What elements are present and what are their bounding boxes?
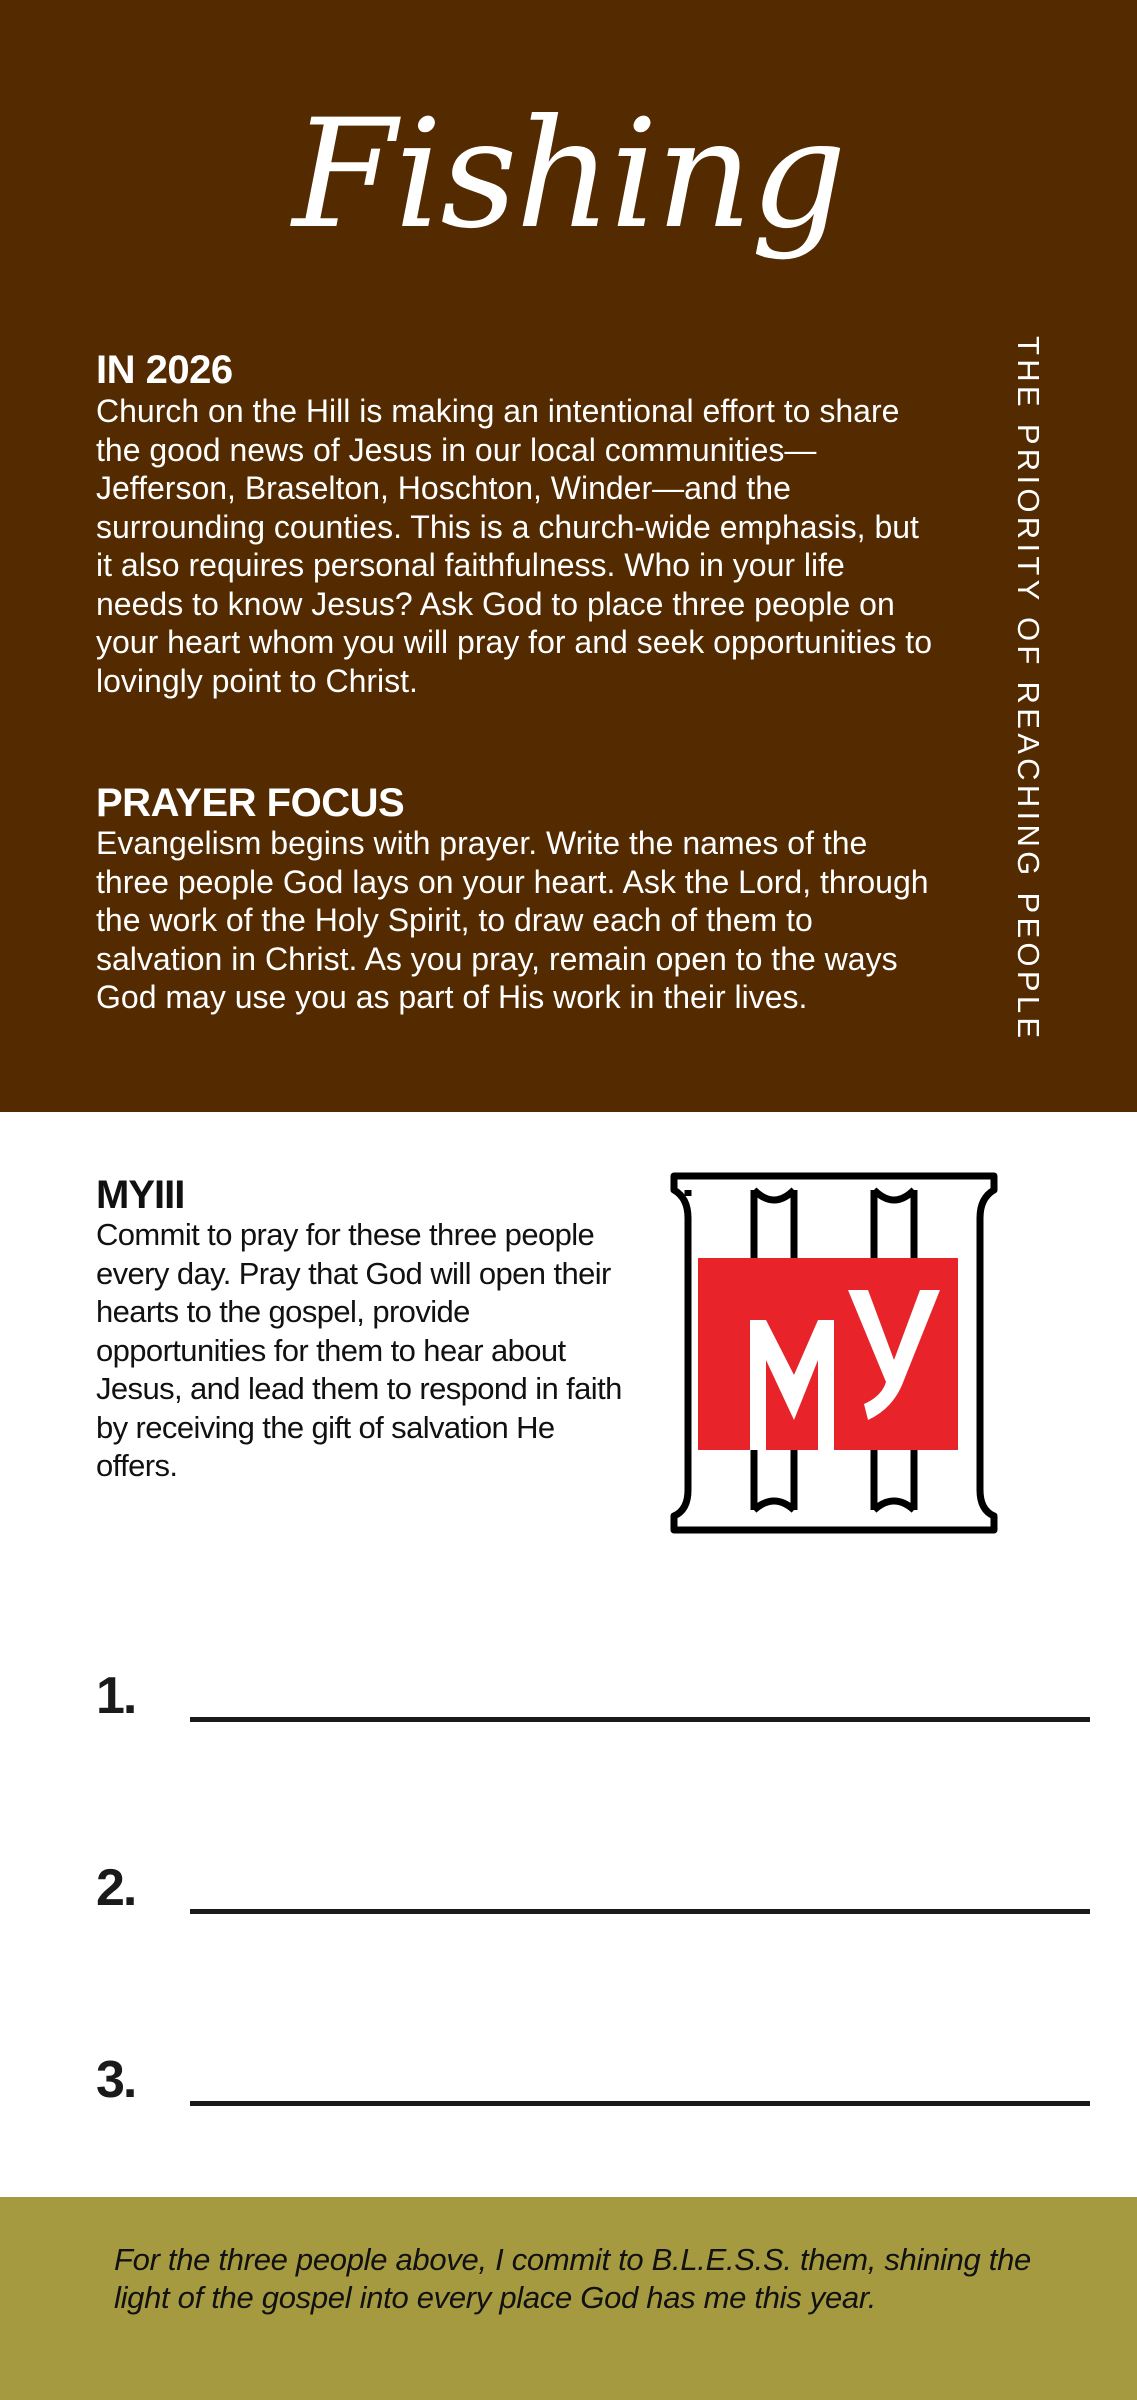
section-heading-in-2026: IN 2026 bbox=[96, 348, 233, 392]
name-line-1[interactable] bbox=[96, 1667, 996, 1740]
vertical-side-text: THE PRIORITY OF REACHING PEOPLE bbox=[1011, 336, 1046, 1043]
section-body-myiii: Commit to pray for these three people every day. Pray that God will open their hearts to the gospel, provide opportunities for them to hear about Jesus, and lead them to respond in faith by receiving the gift of salvation He offers. bbox=[96, 1217, 622, 1483]
line-number: 3. bbox=[96, 2051, 136, 2109]
section-body-in-2026: Church on the Hill is making an intentional effort to share the good news of Jesus in our local communities—Jefferson, Braselton, Hoschton, Winder—and the surrounding counties. This is a church-wide emphasis, but it also requires personal faithfulness. Who in your life needs to know Jesus? Ask God to place three people on your heart whom you will pray for and seek opportunities to lovingly point to Christ. bbox=[96, 393, 932, 699]
commitment-banner bbox=[0, 2197, 1137, 2400]
line-number: 2. bbox=[96, 1859, 136, 1917]
section-heading-myiii: MYIII bbox=[96, 1173, 185, 1217]
section-body-prayer-focus: Evangelism begins with prayer. Write the names of the three people God lays on your heart. Ask the Lord, through the work of the Holy Spirit, to draw each of them to salvation in Christ. As you pray, remain open to the ways God may use you as part of His work in their lives. bbox=[96, 825, 929, 1015]
section-heading-prayer-focus: PRAYER FOCUS bbox=[96, 781, 405, 825]
name-line-3[interactable] bbox=[96, 2051, 996, 2124]
write-line[interactable] bbox=[190, 1909, 1090, 1914]
name-line-2[interactable] bbox=[96, 1859, 996, 1932]
header-panel bbox=[0, 0, 1137, 1112]
myiii-logo bbox=[668, 1170, 1000, 1536]
line-number: 1. bbox=[96, 1667, 136, 1725]
my-overlay bbox=[698, 1258, 958, 1450]
write-line[interactable] bbox=[190, 2101, 1090, 2106]
page-title: Fishing bbox=[292, 88, 845, 262]
commitment-text: For the three people above, I commit to B.L.E.S.S. them, shining the light of the gospel into every place God has me this year. bbox=[114, 2242, 1031, 2315]
write-line[interactable] bbox=[190, 1717, 1090, 1722]
